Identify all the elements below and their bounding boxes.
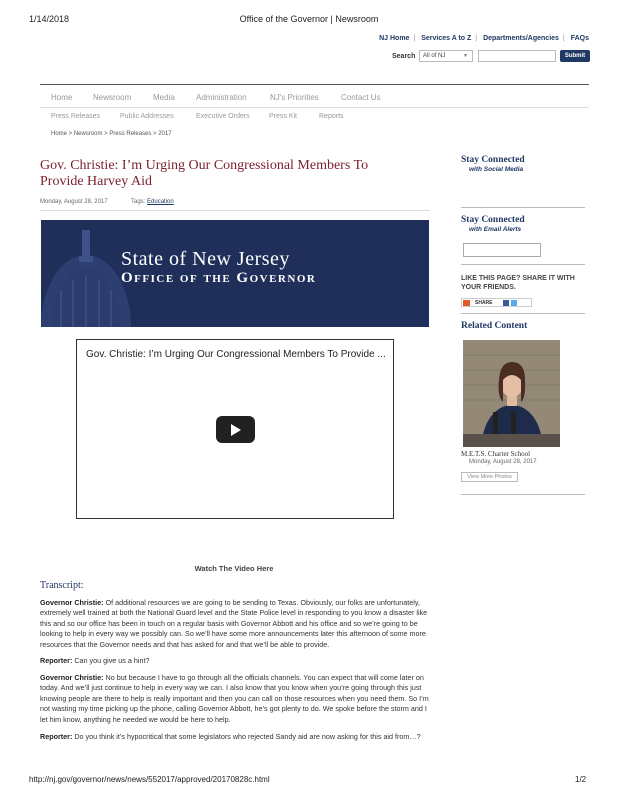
subnav-press-releases[interactable]: Press Releases: [51, 113, 101, 120]
email-alerts-subheading: with Email Alerts: [469, 226, 522, 233]
speaker-label: Reporter:: [40, 656, 73, 665]
transcript-heading: Transcript:: [40, 580, 84, 591]
tags-label: Tags:: [131, 199, 146, 205]
page-title-line-1: Gov. Christie: I’m Urging Our Congressional Members To: [40, 158, 369, 173]
related-date: Monday, August 28, 2017: [469, 459, 537, 465]
subnav-public-addresses[interactable]: Public Addresses: [120, 113, 174, 120]
speaker-label: Governor Christie:: [40, 598, 104, 607]
banner-office-label: Office of the Governor: [121, 270, 317, 286]
paragraph-text: Of additional resources we are going to be sending to Texas. Obviously, our folks are unfortunately, extremely well trained at both the National Guard level and the State Police level in responding to you know a disaster like this and so our office has been in touch on a regular basis with Governor Abbott and his office and so we’re going to be looking to help in every way we possibly can. So we’ll have some more announcements later this afternoon of some more resources that the Governor needs and that has asked for and that we’ll be able to provide.: [40, 598, 428, 649]
page-title: [40, 158, 420, 190]
governor-banner: [41, 220, 429, 327]
chevron-down-icon: ▼: [463, 53, 468, 59]
tag-link-education[interactable]: Education: [147, 199, 174, 205]
article-tags: [131, 199, 174, 205]
subnav-executive-orders[interactable]: Executive Orders: [196, 113, 250, 120]
related-photo[interactable]: [463, 340, 560, 447]
search-scope-select[interactable]: [419, 50, 473, 62]
transcript-paragraph: [40, 656, 432, 666]
nav-media[interactable]: Media: [153, 93, 175, 102]
transcript-paragraph: [40, 732, 432, 742]
divider: [461, 207, 585, 208]
video-embed[interactable]: [76, 339, 394, 519]
share-label: SHARE: [475, 300, 493, 306]
main-nav: [40, 84, 589, 108]
search-submit-button[interactable]: Submit: [560, 50, 590, 62]
paragraph-text: No but because I have to go through all the officials channels. You can expect that will come later on today. And we’ll just continue to help in every way we can. I also know that you know when you’re going through this just knowing people are there to help is really important and then you can call on those resources when you need them. So I’m not wasting my time picking up the phone, calling Governor Abbott, he’s got plenty to do. We spoke before the storm and I let him know, anything he needed we would be here to help.: [40, 673, 429, 724]
print-page-title: Office of the Governor | Newsroom: [239, 14, 379, 24]
nav-home[interactable]: Home: [51, 93, 73, 102]
article-date: Monday, August 28, 2017: [40, 199, 108, 205]
util-link-nj-home[interactable]: NJ Home: [379, 35, 410, 42]
paragraph-text: Can you give us a hint?: [72, 656, 150, 665]
email-field[interactable]: [463, 243, 541, 257]
speaker-label: Governor Christie:: [40, 673, 104, 682]
facebook-icon[interactable]: [503, 300, 509, 306]
transcript-paragraph: [40, 598, 432, 650]
share-prompt: LIKE THIS PAGE? SHARE IT WITH YOUR FRIENDS.: [461, 275, 575, 291]
article-meta: [40, 199, 430, 211]
print-date: 1/14/2018: [29, 14, 70, 24]
stay-connected-social-heading: Stay Connected: [461, 155, 525, 165]
page-title-line-2: Provide Harvey Aid: [40, 174, 152, 189]
search-scope-value: All of NJ: [423, 53, 446, 59]
share-button[interactable]: [461, 298, 532, 307]
util-link-faqs[interactable]: FAQs: [570, 35, 589, 42]
related-content-heading: Related Content: [461, 321, 528, 331]
speaker-label: Reporter:: [40, 732, 73, 741]
nav-newsroom[interactable]: Newsroom: [93, 93, 132, 102]
twitter-icon[interactable]: [511, 300, 517, 306]
speaker-photo-image: [463, 340, 560, 447]
print-page-number: 1/2: [575, 775, 587, 784]
play-icon[interactable]: [216, 416, 255, 443]
search-label: Search: [392, 53, 416, 60]
print-footer-url: http://nj.gov/governor/news/news/552017/approved/20170828c.html: [29, 775, 270, 784]
divider: [461, 494, 585, 495]
nav-administration[interactable]: Administration: [196, 93, 247, 102]
related-title[interactable]: M.E.T.S. Charter School: [461, 450, 531, 458]
banner-office-text: [121, 270, 316, 287]
divider: [461, 264, 585, 265]
nav-priorities[interactable]: NJ's Priorities: [270, 93, 319, 102]
print-header: [0, 14, 618, 28]
util-link-departments[interactable]: Departments/Agencies: [483, 35, 559, 42]
transcript-paragraph: [40, 673, 432, 725]
subnav-press-kit[interactable]: Press Kit: [269, 113, 298, 120]
social-media-subheading: with Social Media: [469, 166, 524, 173]
banner-state-text: State of New Jersey: [121, 248, 290, 270]
share-icon: [463, 300, 470, 306]
search-input[interactable]: [478, 50, 556, 62]
utility-nav: NJ Home | Services A to Z | Departments/Agencies | FAQs: [379, 35, 589, 42]
nav-contact[interactable]: Contact Us: [341, 93, 381, 102]
paragraph-text: Do you think it’s hypocritical that some legislators who rejected Sandy aid are now asking for this aid from…?: [72, 732, 421, 741]
video-title[interactable]: Gov. Christie: I’m Urging Our Congressional Members To Provide ...: [86, 349, 386, 360]
stay-connected-email-heading: Stay Connected: [461, 215, 525, 225]
view-more-photos-button[interactable]: View More Photos: [461, 472, 518, 482]
breadcrumb[interactable]: Home > Newsroom > Press Releases > 2017: [51, 131, 172, 137]
divider: [461, 313, 585, 314]
watch-video-link[interactable]: Watch The Video Here: [194, 564, 274, 573]
util-link-services[interactable]: Services A to Z: [421, 35, 472, 42]
subnav-reports[interactable]: Reports: [319, 113, 344, 120]
